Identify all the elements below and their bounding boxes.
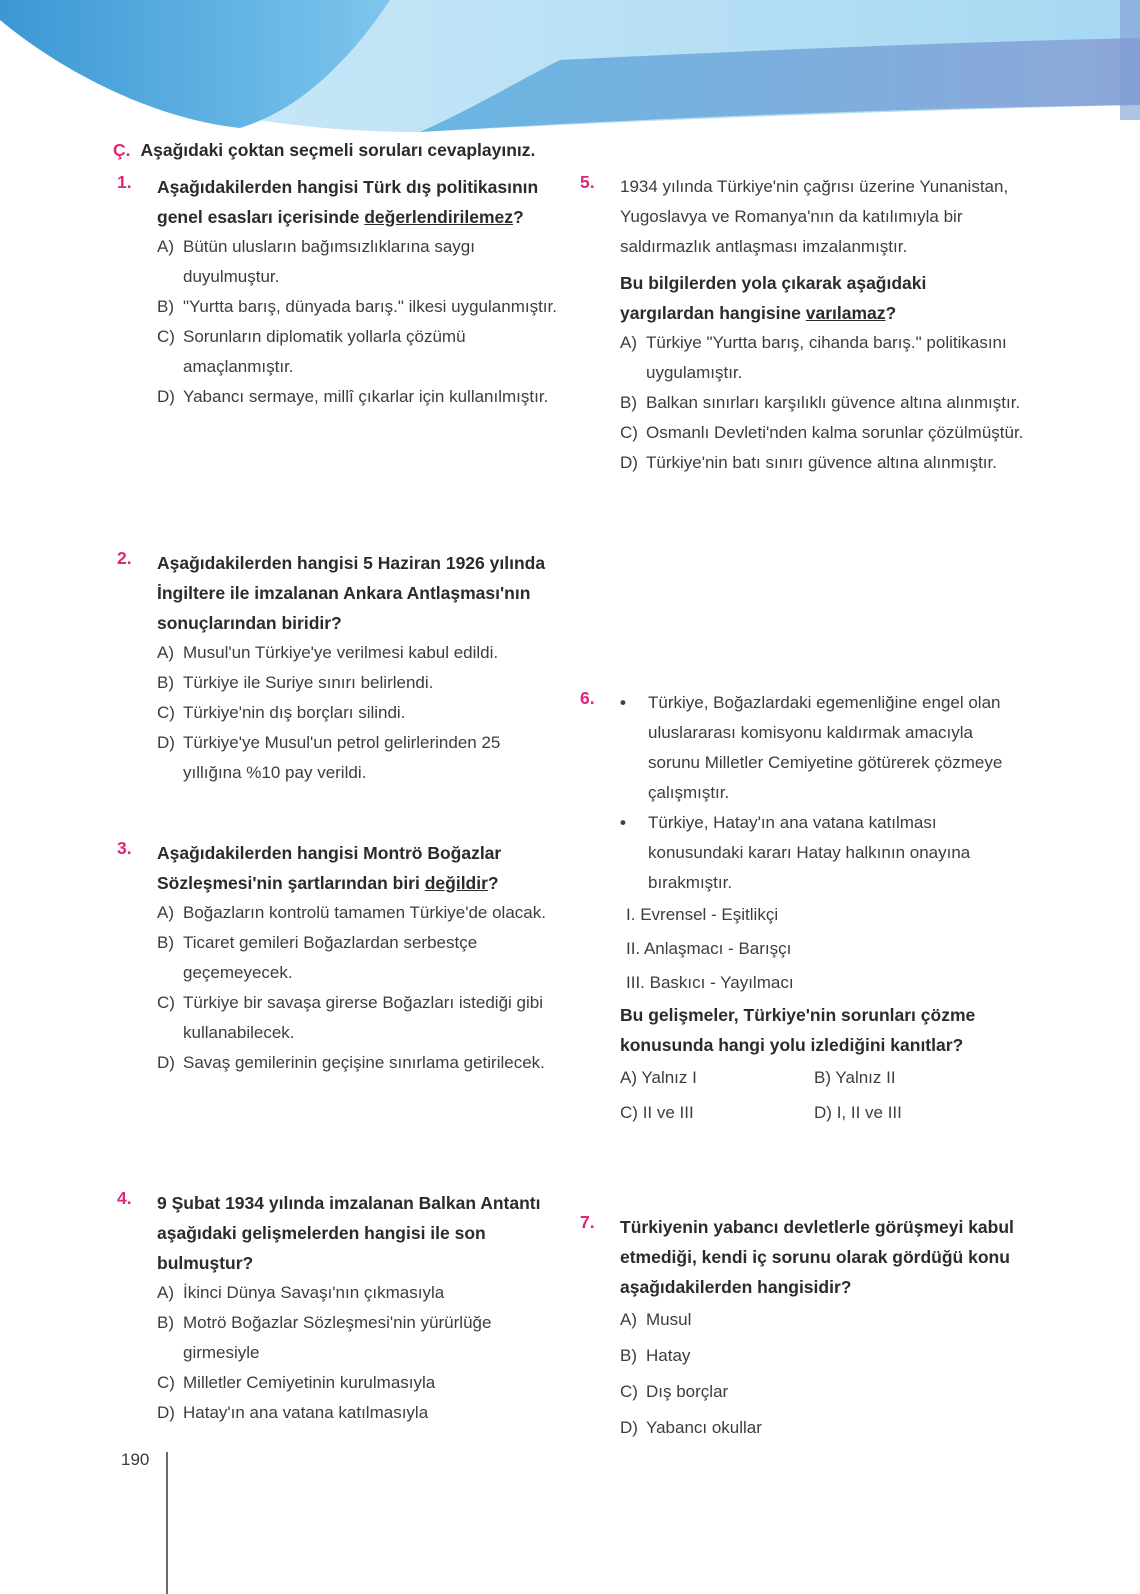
- option-a[interactable]: A) Yalnız I: [620, 1068, 697, 1087]
- question-number: 3.: [117, 838, 132, 858]
- question-7: [580, 1212, 1025, 1446]
- question-stem: Bu gelişmeler, Türkiye'nin sorunları çözme konusunda hangi yolu izlediğini kanıtlar?: [620, 1005, 976, 1055]
- question-1: [117, 172, 557, 412]
- question-3: [117, 838, 557, 1078]
- question-number: 4.: [117, 1188, 132, 1208]
- question-4: [117, 1188, 557, 1428]
- option-d[interactable]: D) Türkiye'ye Musul'un petrol gelirlerinden 25 yıllığına %10 pay verildi.: [157, 733, 501, 782]
- option-a[interactable]: A) Türkiye "Yurtta barış, cihanda barış." politikasını uygulamıştır.: [620, 333, 1007, 382]
- option-d[interactable]: D) I, II ve III: [814, 1103, 902, 1122]
- option-c[interactable]: C) Milletler Cemiyetinin kurulmasıyla: [157, 1373, 436, 1392]
- option-d[interactable]: D) Yabancı sermaye, millî çıkarlar için kullanılmıştır.: [157, 387, 549, 406]
- option-c[interactable]: C) Türkiye'nin dış borçları silindi.: [157, 703, 406, 722]
- option-b[interactable]: B) Yalnız II: [814, 1068, 896, 1087]
- option-b[interactable]: B) Ticaret gemileri Boğazlardan serbestçe geçemeyecek.: [157, 933, 478, 982]
- option-a[interactable]: A) Bütün ulusların bağımsızlıklarına saygı duyulmuştur.: [157, 237, 475, 286]
- question-number: 2.: [117, 548, 132, 568]
- option-b[interactable]: B) Balkan sınırları karşılıklı güvence altına alınmıştır.: [620, 393, 1021, 412]
- header-banner: [0, 0, 1140, 140]
- option-a[interactable]: A) Boğazların kontrolü tamamen Türkiye'de olacak.: [157, 903, 546, 922]
- question-stem: Aşağıdakilerden hangisi Türk dış politikasının genel esasları içerisinde değerlendirilemez?: [157, 177, 539, 227]
- question-6: [580, 688, 1025, 1130]
- section-heading: [113, 140, 535, 161]
- question-number: 7.: [580, 1212, 595, 1232]
- emphasized-word: değildir: [424, 873, 488, 893]
- option-b[interactable]: B) Türkiye ile Suriye sınırı belirlendi.: [157, 673, 434, 692]
- question-stem: 9 Şubat 1934 yılında imzalanan Balkan Antantı aşağıdaki gelişmelerden hangisi ile son bulmuştur?: [157, 1193, 541, 1273]
- option-b[interactable]: B) "Yurtta barış, dünyada barış." ilkesi uygulanmıştır.: [157, 297, 557, 316]
- section-title: Aşağıdaki çoktan seçmeli soruları cevaplayınız.: [140, 140, 536, 160]
- question-2: [117, 548, 557, 788]
- section-letter: Ç.: [113, 140, 131, 160]
- question-number: 5.: [580, 172, 595, 192]
- question-number: 6.: [580, 688, 595, 708]
- bullet-icon: •: [620, 693, 626, 712]
- bullet-icon: •: [620, 813, 626, 832]
- option-d[interactable]: D) Yabancı okullar: [620, 1418, 762, 1437]
- option-b[interactable]: B) Motrö Boğazlar Sözleşmesi'nin yürürlüğe girmesiyle: [157, 1313, 492, 1362]
- list-item: • Türkiye, Boğazlardaki egemenliğine engel olan uluslararası komisyonu kaldırmak amacıyla sorunu Milletler Cemiyetine götürerek çözmeye çalışmıştır.: [620, 688, 1025, 808]
- question-intro: 1934 yılında Türkiye'nin çağrısı üzerine Yunanistan, Yugoslavya ve Romanya'nın da katılımıyla bir saldırmazlık antlaşması imzalanmıştır.: [620, 177, 1009, 256]
- roman-item: I. Evrensel - Eşitlikçi: [626, 905, 779, 924]
- question-number: 1.: [117, 172, 132, 192]
- option-d[interactable]: D) Hatay'ın ana vatana katılmasıyla: [157, 1403, 429, 1422]
- options-grid: [620, 1060, 1025, 1130]
- emphasized-word: varılamaz: [805, 303, 886, 323]
- question-stem: Aşağıdakilerden hangisi 5 Haziran 1926 yılında İngiltere ile imzalanan Ankara Antlaşması'nın sonuçlarından biridir?: [157, 553, 546, 633]
- page-divider: [166, 1452, 168, 1594]
- page-number: 190: [121, 1450, 150, 1469]
- option-c[interactable]: C) II ve III: [620, 1103, 694, 1122]
- question-stem: Türkiyenin yabancı devletlerle görüşmeyi kabul etmediği, kendi iç sorunu olarak gördüğü konu aşağıdakilerden hangisidir?: [620, 1217, 1014, 1297]
- roman-item: II. Anlaşmacı - Barışçı: [626, 939, 792, 958]
- emphasized-word: değerlendirilemez: [364, 207, 514, 227]
- question-5: [580, 172, 1025, 478]
- option-c[interactable]: C) Osmanlı Devleti'nden kalma sorunlar çözülmüştür.: [620, 423, 1024, 442]
- option-c[interactable]: C) Türkiye bir savaşa girerse Boğazları istediği gibi kullanabilecek.: [157, 993, 543, 1042]
- option-d[interactable]: D) Türkiye'nin batı sınırı güvence altına alınmıştır.: [620, 453, 997, 472]
- question-stem: Bu bilgilerden yola çıkarak aşağıdaki yargılardan hangisine varılamaz?: [620, 273, 927, 323]
- option-d[interactable]: D) Savaş gemilerinin geçişine sınırlama getirilecek.: [157, 1053, 545, 1072]
- list-item: • Türkiye, Hatay'ın ana vatana katılması konusundaki kararı Hatay halkının onayına bırakmıştır.: [620, 808, 1025, 898]
- option-c[interactable]: C) Dış borçlar: [620, 1382, 729, 1401]
- question-stem: Aşağıdakilerden hangisi Montrö Boğazlar Sözleşmesi'nin şartlarından biri değildir?: [157, 843, 502, 893]
- option-a[interactable]: A) Musul'un Türkiye'ye verilmesi kabul edildi.: [157, 643, 499, 662]
- roman-item: III. Baskıcı - Yayılmacı: [626, 973, 794, 992]
- option-c[interactable]: C) Sorunların diplomatik yollarla çözümü amaçlanmıştır.: [157, 327, 466, 376]
- option-b[interactable]: B) Hatay: [620, 1346, 691, 1365]
- option-a[interactable]: A) İkinci Dünya Savaşı'nın çıkmasıyla: [157, 1283, 445, 1302]
- option-a[interactable]: A) Musul: [620, 1310, 692, 1329]
